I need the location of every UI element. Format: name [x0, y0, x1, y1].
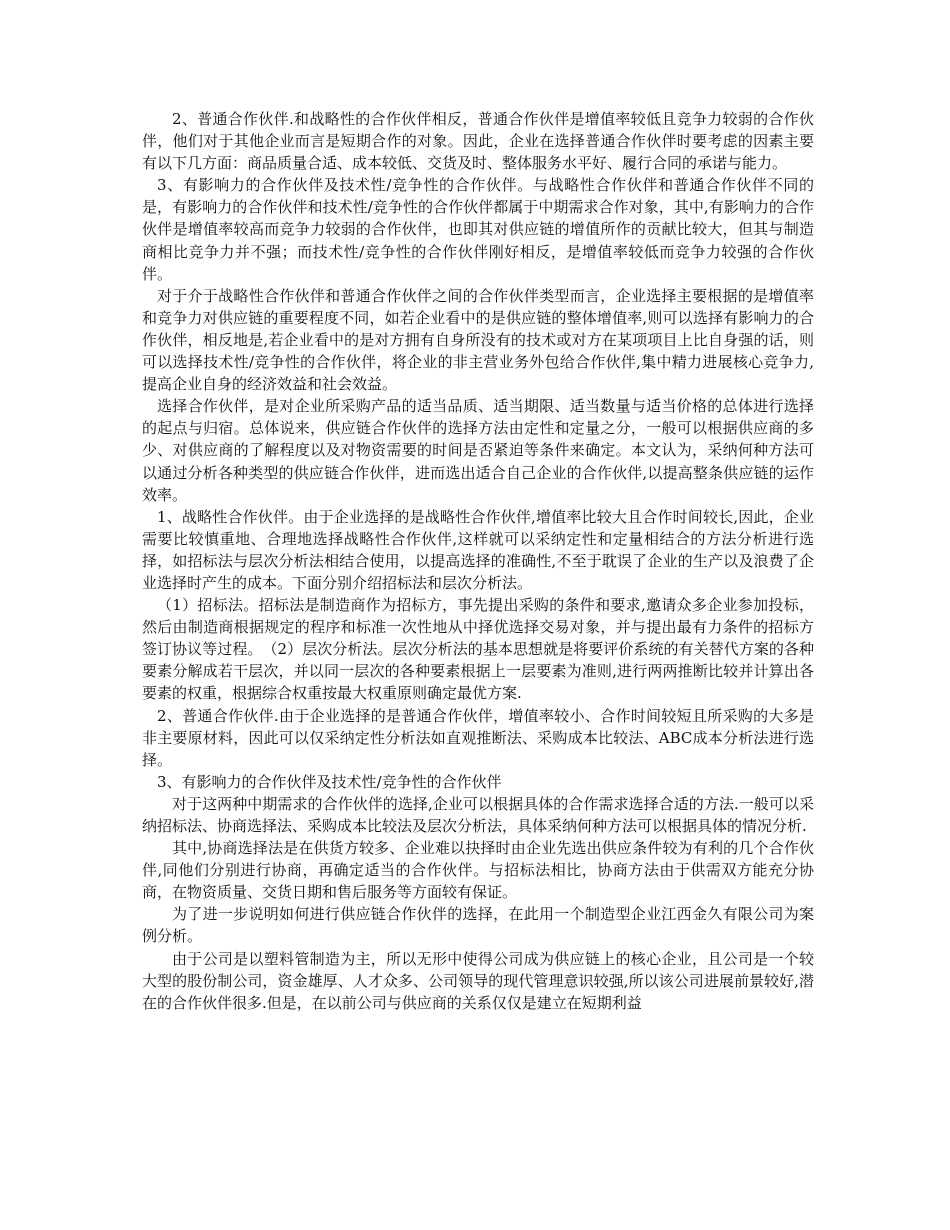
paragraph: 由于公司是以塑料管制造为主，所以无形中使得公司成为供应链上的核心企业，且公司是一个较大型的股份制公司，资金雄厚、人才众多、公司领导的现代管理意识较强,所以该公司进展前景较好,潜在的合作伙伴很多.但是，在以前公司与供应商的关系仅仅是建立在短期利益	[142, 949, 814, 1012]
paragraph: 3、有影响力的合作伙伴及技术性/竞争性的合作伙伴	[157, 772, 502, 791]
paragraph: 其中,协商选择法是在供货方较多、企业难以抉择时由企业先选出供应条件较为有利的几个合作伙伴,同他们分别进行协商，再确定适当的合作伙伴。与招标法相比，协商方法由于供需双方能充分协商，在物资质量、交货日期和售后服务等方面较有保证。	[142, 839, 814, 902]
paragraph: 3、有影响力的合作伙伴及技术性/竞争性的合作伙伴。与战略性合作伙伴和普通合作伙伴不同的是，有影响力的合作伙伴和技术性/竞争性的合作伙伴都属于中期需求合作对象，其中,有影响力的合作伙伴是增值率较高而竞争力较弱的合作伙伴，也即其对供应链的增值所作的贡献比较大，但其与制造商相比竞争力并不强；而技术性/竞争性的合作伙伴刚好相反，是增值率较低而竞争力较强的合作伙伴。	[142, 176, 814, 283]
paragraph: 2、普通合作伙伴.和战略性的合作伙伴相反，普通合作伙伴是增值率较低且竞争力较弱的合作伙伴，他们对于其他企业而言是短期合作的对象。因此，企业在选择普通合作伙伴时要考虑的因素主要有以下几方面：商品质量合适、成本较低、交货及时、整体服务水平好、履行合同的承诺与能力。	[142, 110, 814, 173]
paragraph: （1）招标法。招标法是制造商作为招标方，事先提出采购的条件和要求,邀请众多企业参加投标，然后由制造商根据规定的程序和标准一次性地从中择优选择交易对象，并与提出最有力条件的招标方签订协议等过程。 （2）层次分析法。层次分析法的基本思想就是将要评价系统的有关替代方案的各种要素分解成若干层次，并以同一层次的各种要素根据上一层要素为准则,进行两两推断比较并计算出各要素的权重，根据综合权重按最大权重原则确定最优方案.	[142, 596, 814, 703]
paragraph: 选择合作伙伴，是对企业所采购产品的适当品质、适当期限、适当数量与适当价格的总体进行选择的起点与归宿。总体说来，供应链合作伙伴的选择方法由定性和定量之分，一般可以根据供应商的多少、对供应商的了解程度以及对物资需要的时间是否紧迫等条件来确定。本文认为，采纳何种方法可以通过分析各种类型的供应链合作伙伴，进而选出适合自己企业的合作伙伴,以提高整条供应链的运作效率。	[142, 397, 814, 504]
paragraph: 为了进一步说明如何进行供应链合作伙伴的选择，在此用一个制造型企业江西金久有限公司为案例分析。	[142, 905, 814, 946]
paragraph: 对于介于战略性合作伙伴和普通合作伙伴之间的合作伙伴类型而言，企业选择主要根据的是增值率和竞争力对供应链的重要程度不同，如若企业看中的是供应链的整体增值率,则可以选择有影响力的合作伙伴，相反地是,若企业看中的是对方拥有自身所没有的技术或对方在某项项目上比自身强的话，则可以选择技术性/竞争性的合作伙伴，将企业的非主营业务外包给合作伙伴,集中精力进展核心竞争力,提高企业自身的经济效益和社会效益。	[142, 286, 814, 394]
body-text	[142, 108, 814, 1014]
paragraph: 2、普通合作伙伴.由于企业选择的是普通合作伙伴，增值率较小、合作时间较短且所采购的大多是非主要原材料，因此可以仅采纳定性分析法如直观推断法、采购成本比较法、ABC成本分析法进行选择。	[142, 706, 814, 769]
paragraph: 1、战略性合作伙伴。由于企业选择的是战略性合作伙伴,增值率比较大且合作时间较长,因此，企业需要比较慎重地、合理地选择战略性合作伙伴,这样就可以采纳定性和定量相结合的方法分析进行选择，如招标法与层次分析法相结合使用，以提高选择的准确性,不至于耽误了企业的生产以及浪费了企业选择时产生的成本。下面分别介绍招标法和层次分析法。	[142, 507, 814, 592]
paragraph: 对于这两种中期需求的合作伙伴的选择,企业可以根据具体的合作需求选择合适的方法.一般可以采纳招标法、协商选择法、采购成本比较法及层次分析法，具体采纳何种方法可以根据具体的情况分析.	[142, 794, 814, 835]
